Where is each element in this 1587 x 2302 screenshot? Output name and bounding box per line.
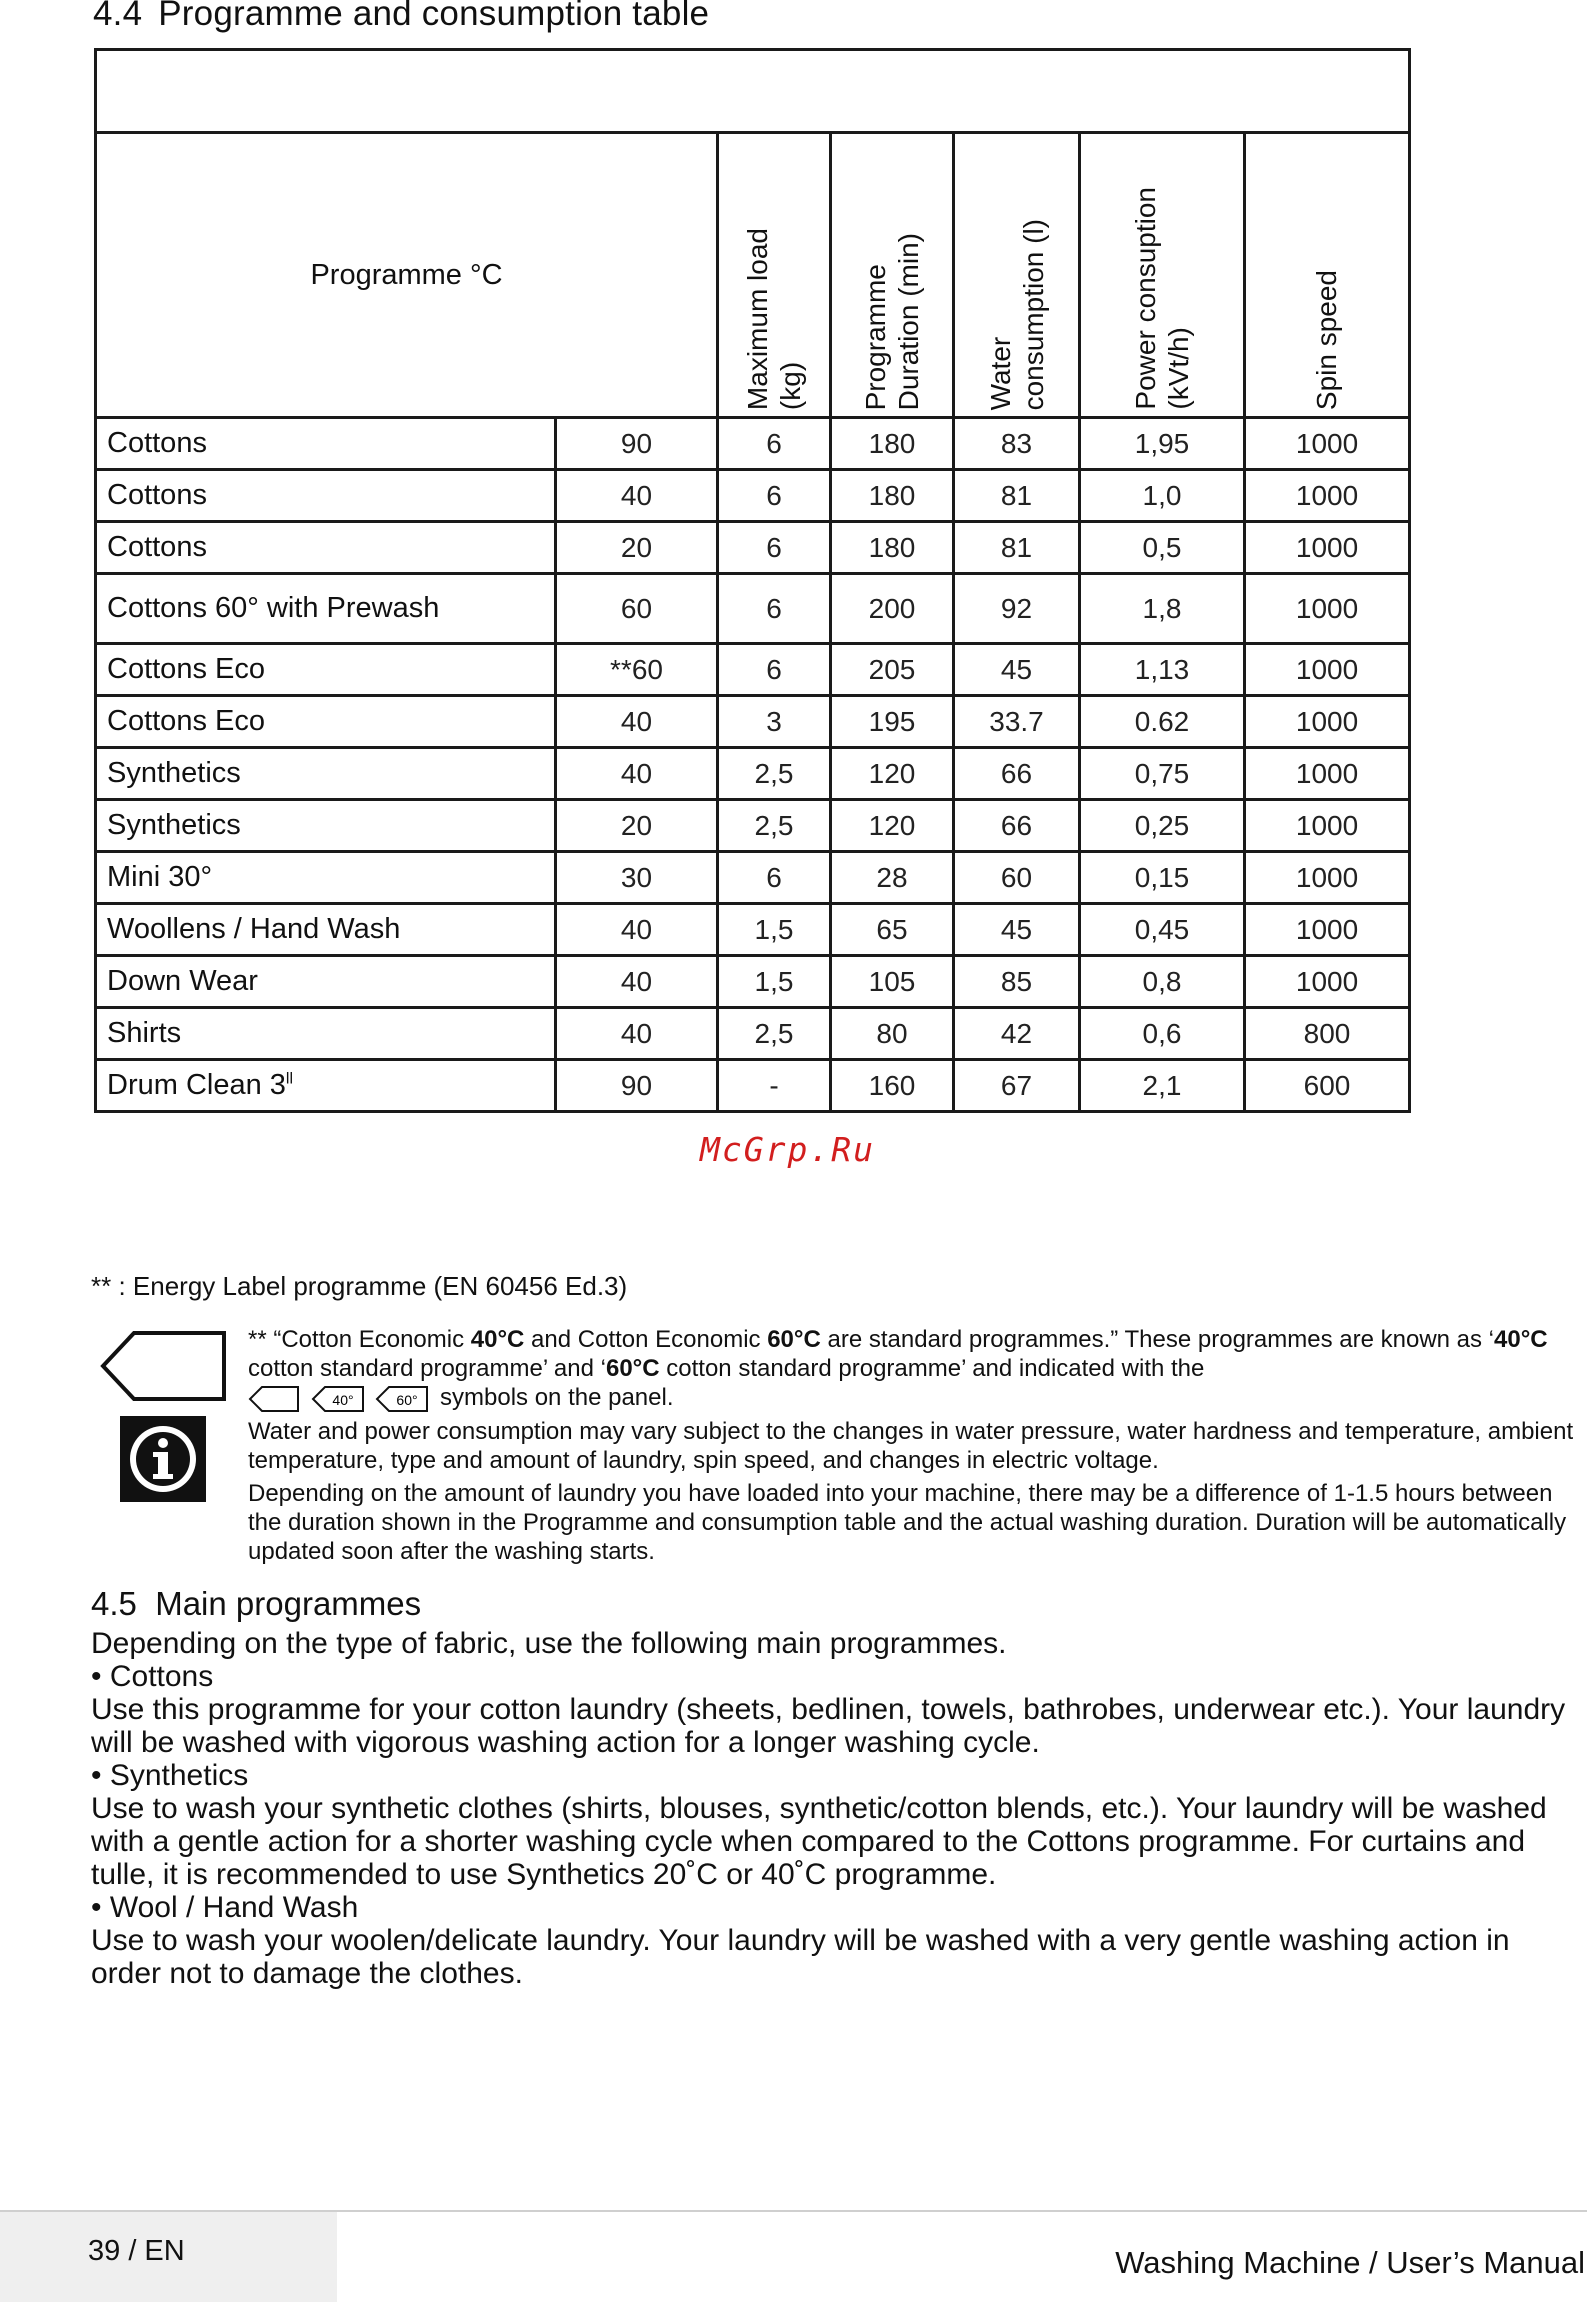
cell-duration: 120 (831, 748, 954, 800)
main-programmes-title: 4.5 Main programmes (91, 1585, 422, 1622)
cell-water: 45 (954, 904, 1080, 956)
tag-60-symbol (375, 1385, 429, 1413)
cell-spin: 1000 (1245, 748, 1410, 800)
table-row (96, 470, 1410, 522)
cell-temp: 40 (556, 470, 718, 522)
cell-power: 0,75 (1080, 748, 1245, 800)
watermark: McGrp.Ru (700, 1130, 875, 1169)
svg-text:60°: 60° (396, 1391, 418, 1408)
cell-temp: **60 (556, 644, 718, 696)
cell-duration: 180 (831, 522, 954, 574)
programme-description: Use this programme for your cotton laundry (sheets, bedlinen, towels, bathrobes, underwear etc.). Your laundry will be washed with vigorous washing action for a longer washing cycle. (91, 1693, 1566, 1759)
cell-temp: 30 (556, 852, 718, 904)
cell-power: 2,1 (1080, 1060, 1245, 1112)
table-row (96, 418, 1410, 470)
manual-title: Washing Machine / User’s Manual (1115, 2245, 1585, 2280)
programme-bullet: • Wool / Hand Wash (91, 1891, 359, 1924)
cell-water: 83 (954, 418, 1080, 470)
cell-load: 6 (718, 574, 831, 644)
cell-spin: 1000 (1245, 418, 1410, 470)
cell-temp: 90 (556, 418, 718, 470)
table-row (96, 748, 1410, 800)
programme-name: Woollens / Hand Wash (96, 904, 556, 956)
cell-duration: 205 (831, 644, 954, 696)
page-number: 39 / EN (88, 2235, 185, 2267)
programme-name: Cottons (96, 418, 556, 470)
programme-description: Use to wash your synthetic clothes (shirts, blouses, synthetic/cotton blends, etc.). Your laundry will be washed with a gentle action for a shorter washing cycle when compared to the Cottons programme. For curtains and tulle, it is recommended to use Synthetics 20˚C or 40˚C programme. (91, 1792, 1547, 1891)
cell-power: 1,95 (1080, 418, 1245, 470)
note-duration: Depending on the amount of laundry you have loaded into your machine, there may be a difference of 1-1.5 hours between the duration shown in the Programme and consumption table and the actual washing duration. Duration will be automatically updated soon after the washing starts. (248, 1479, 1567, 1565)
cell-duration: 195 (831, 696, 954, 748)
cell-water: 45 (954, 644, 1080, 696)
programme-tag-icon (100, 1330, 228, 1402)
footnote: ** : Energy Label programme (EN 60456 Ed.3) (91, 1271, 628, 1301)
programme-bullet: • Synthetics (91, 1759, 249, 1792)
cell-spin: 1000 (1245, 800, 1410, 852)
cell-spin: 1000 (1245, 470, 1410, 522)
cell-temp: 40 (556, 1008, 718, 1060)
programme-name: Synthetics (96, 800, 556, 852)
cell-temp: 40 (556, 748, 718, 800)
header-duration: Programme Duration (min) (831, 133, 954, 418)
cell-temp: 40 (556, 956, 718, 1008)
cell-power: 1,8 (1080, 574, 1245, 644)
header-programme: Programme °C (96, 133, 718, 418)
cell-load: 6 (718, 644, 831, 696)
table-row (96, 1008, 1410, 1060)
info-icon (120, 1416, 206, 1502)
cell-duration: 200 (831, 574, 954, 644)
cell-power: 0,6 (1080, 1008, 1245, 1060)
programme-name: Cottons 60° with Prewash (96, 574, 556, 644)
cell-water: 66 (954, 748, 1080, 800)
cell-power: 0,5 (1080, 522, 1245, 574)
section-title-text: Programme and consumption table (158, 0, 710, 33)
section-number: 4.4 (93, 0, 143, 33)
header-max-load: Maximum load (kg) (718, 133, 831, 418)
cell-water: 85 (954, 956, 1080, 1008)
cell-water: 42 (954, 1008, 1080, 1060)
cell-duration: 28 (831, 852, 954, 904)
cell-temp: 20 (556, 800, 718, 852)
table-row (96, 522, 1410, 574)
cell-spin: 1000 (1245, 956, 1410, 1008)
cell-load: 1,5 (718, 904, 831, 956)
cell-water: 81 (954, 522, 1080, 574)
cell-temp: 40 (556, 696, 718, 748)
cell-temp: 20 (556, 522, 718, 574)
cell-load: 2,5 (718, 748, 831, 800)
table-row (96, 696, 1410, 748)
header-power: Power consuption (kVt/h) (1080, 133, 1245, 418)
cell-water: 66 (954, 800, 1080, 852)
cell-spin: 1000 (1245, 574, 1410, 644)
cell-duration: 105 (831, 956, 954, 1008)
header-water: Water consumption (l) (954, 133, 1080, 418)
programme-name: Shirts (96, 1008, 556, 1060)
cell-load: 2,5 (718, 800, 831, 852)
programme-name: Drum Clean $3^{ll}$ (96, 1060, 556, 1112)
table-row (96, 1060, 1410, 1112)
table-row (96, 644, 1410, 696)
cell-water: 92 (954, 574, 1080, 644)
cell-spin: 1000 (1245, 696, 1410, 748)
programme-name: Mini 30° (96, 852, 556, 904)
tag-40-symbol (311, 1385, 365, 1413)
cell-water: 60 (954, 852, 1080, 904)
cell-load: 6 (718, 470, 831, 522)
cell-temp: 60 (556, 574, 718, 644)
table-header-row (96, 133, 1410, 418)
section-title (93, 0, 709, 34)
notes-block (248, 1325, 1578, 1570)
cell-power: 0,45 (1080, 904, 1245, 956)
programme-name: Cottons (96, 522, 556, 574)
cell-water: 81 (954, 470, 1080, 522)
programme-description: Use to wash your woolen/delicate laundry. Your laundry will be washed with a very gentle washing action in order not to damage the clothes. (91, 1924, 1510, 1990)
table-row (96, 574, 1410, 644)
cell-power: 1,0 (1080, 470, 1245, 522)
table-row (96, 956, 1410, 1008)
cell-load: 6 (718, 522, 831, 574)
cell-load: 3 (718, 696, 831, 748)
cell-duration: 160 (831, 1060, 954, 1112)
blank-tag-symbol (248, 1385, 300, 1413)
cell-spin: 1000 (1245, 904, 1410, 956)
footer-divider (337, 2210, 1587, 2212)
cell-water: 33.7 (954, 696, 1080, 748)
cell-load: 2,5 (718, 1008, 831, 1060)
cell-power: 1,13 (1080, 644, 1245, 696)
programme-name: Cottons Eco (96, 696, 556, 748)
cell-spin: 1000 (1245, 522, 1410, 574)
cell-power: 0,25 (1080, 800, 1245, 852)
cell-load: - (718, 1060, 831, 1112)
cell-load: 6 (718, 418, 831, 470)
cell-spin: 1000 (1245, 644, 1410, 696)
svg-text:40°: 40° (332, 1391, 354, 1408)
cell-water: 67 (954, 1060, 1080, 1112)
cell-load: 1,5 (718, 956, 831, 1008)
cell-duration: 65 (831, 904, 954, 956)
header-spin: Spin speed (1245, 133, 1410, 418)
programme-name: Cottons Eco (96, 644, 556, 696)
cell-power: 0,8 (1080, 956, 1245, 1008)
programme-name: Down Wear (96, 956, 556, 1008)
cell-temp: 90 (556, 1060, 718, 1112)
note-consumption: Water and power consumption may vary subject to the changes in water pressure, water hardness and temperature, ambient temperature, type and amount of laundry, spin speed, and changes in electric voltage. (248, 1417, 1574, 1474)
cell-spin: 1000 (1245, 852, 1410, 904)
cell-duration: 80 (831, 1008, 954, 1060)
cell-temp: 40 (556, 904, 718, 956)
main-programmes-intro: Depending on the type of fabric, use the following main programmes. (91, 1627, 1007, 1660)
programme-table (94, 48, 1411, 1113)
table-row (96, 852, 1410, 904)
cell-load: 6 (718, 852, 831, 904)
cell-spin: 600 (1245, 1060, 1410, 1112)
main-programmes-body (91, 1627, 1581, 1990)
table-row (96, 904, 1410, 956)
cell-power: 0.62 (1080, 696, 1245, 748)
table-blank-row (96, 50, 1410, 133)
cell-duration: 180 (831, 418, 954, 470)
programme-name: Cottons (96, 470, 556, 522)
programme-bullet: • Cottons (91, 1660, 214, 1693)
note-standard-programmes: ** “Cotton Economic 40°C and Cotton Economic 60°C are standard programmes.” These programmes are known as ‘40°C cotton standard programme’ and ‘60°C cotton standard programme’ and indicated with the 40° 60° symbols on the panel. (248, 1326, 1548, 1411)
cell-power: 0,15 (1080, 852, 1245, 904)
table-row (96, 800, 1410, 852)
cell-duration: 120 (831, 800, 954, 852)
programme-name: Synthetics (96, 748, 556, 800)
cell-spin: 800 (1245, 1008, 1410, 1060)
cell-duration: 180 (831, 470, 954, 522)
